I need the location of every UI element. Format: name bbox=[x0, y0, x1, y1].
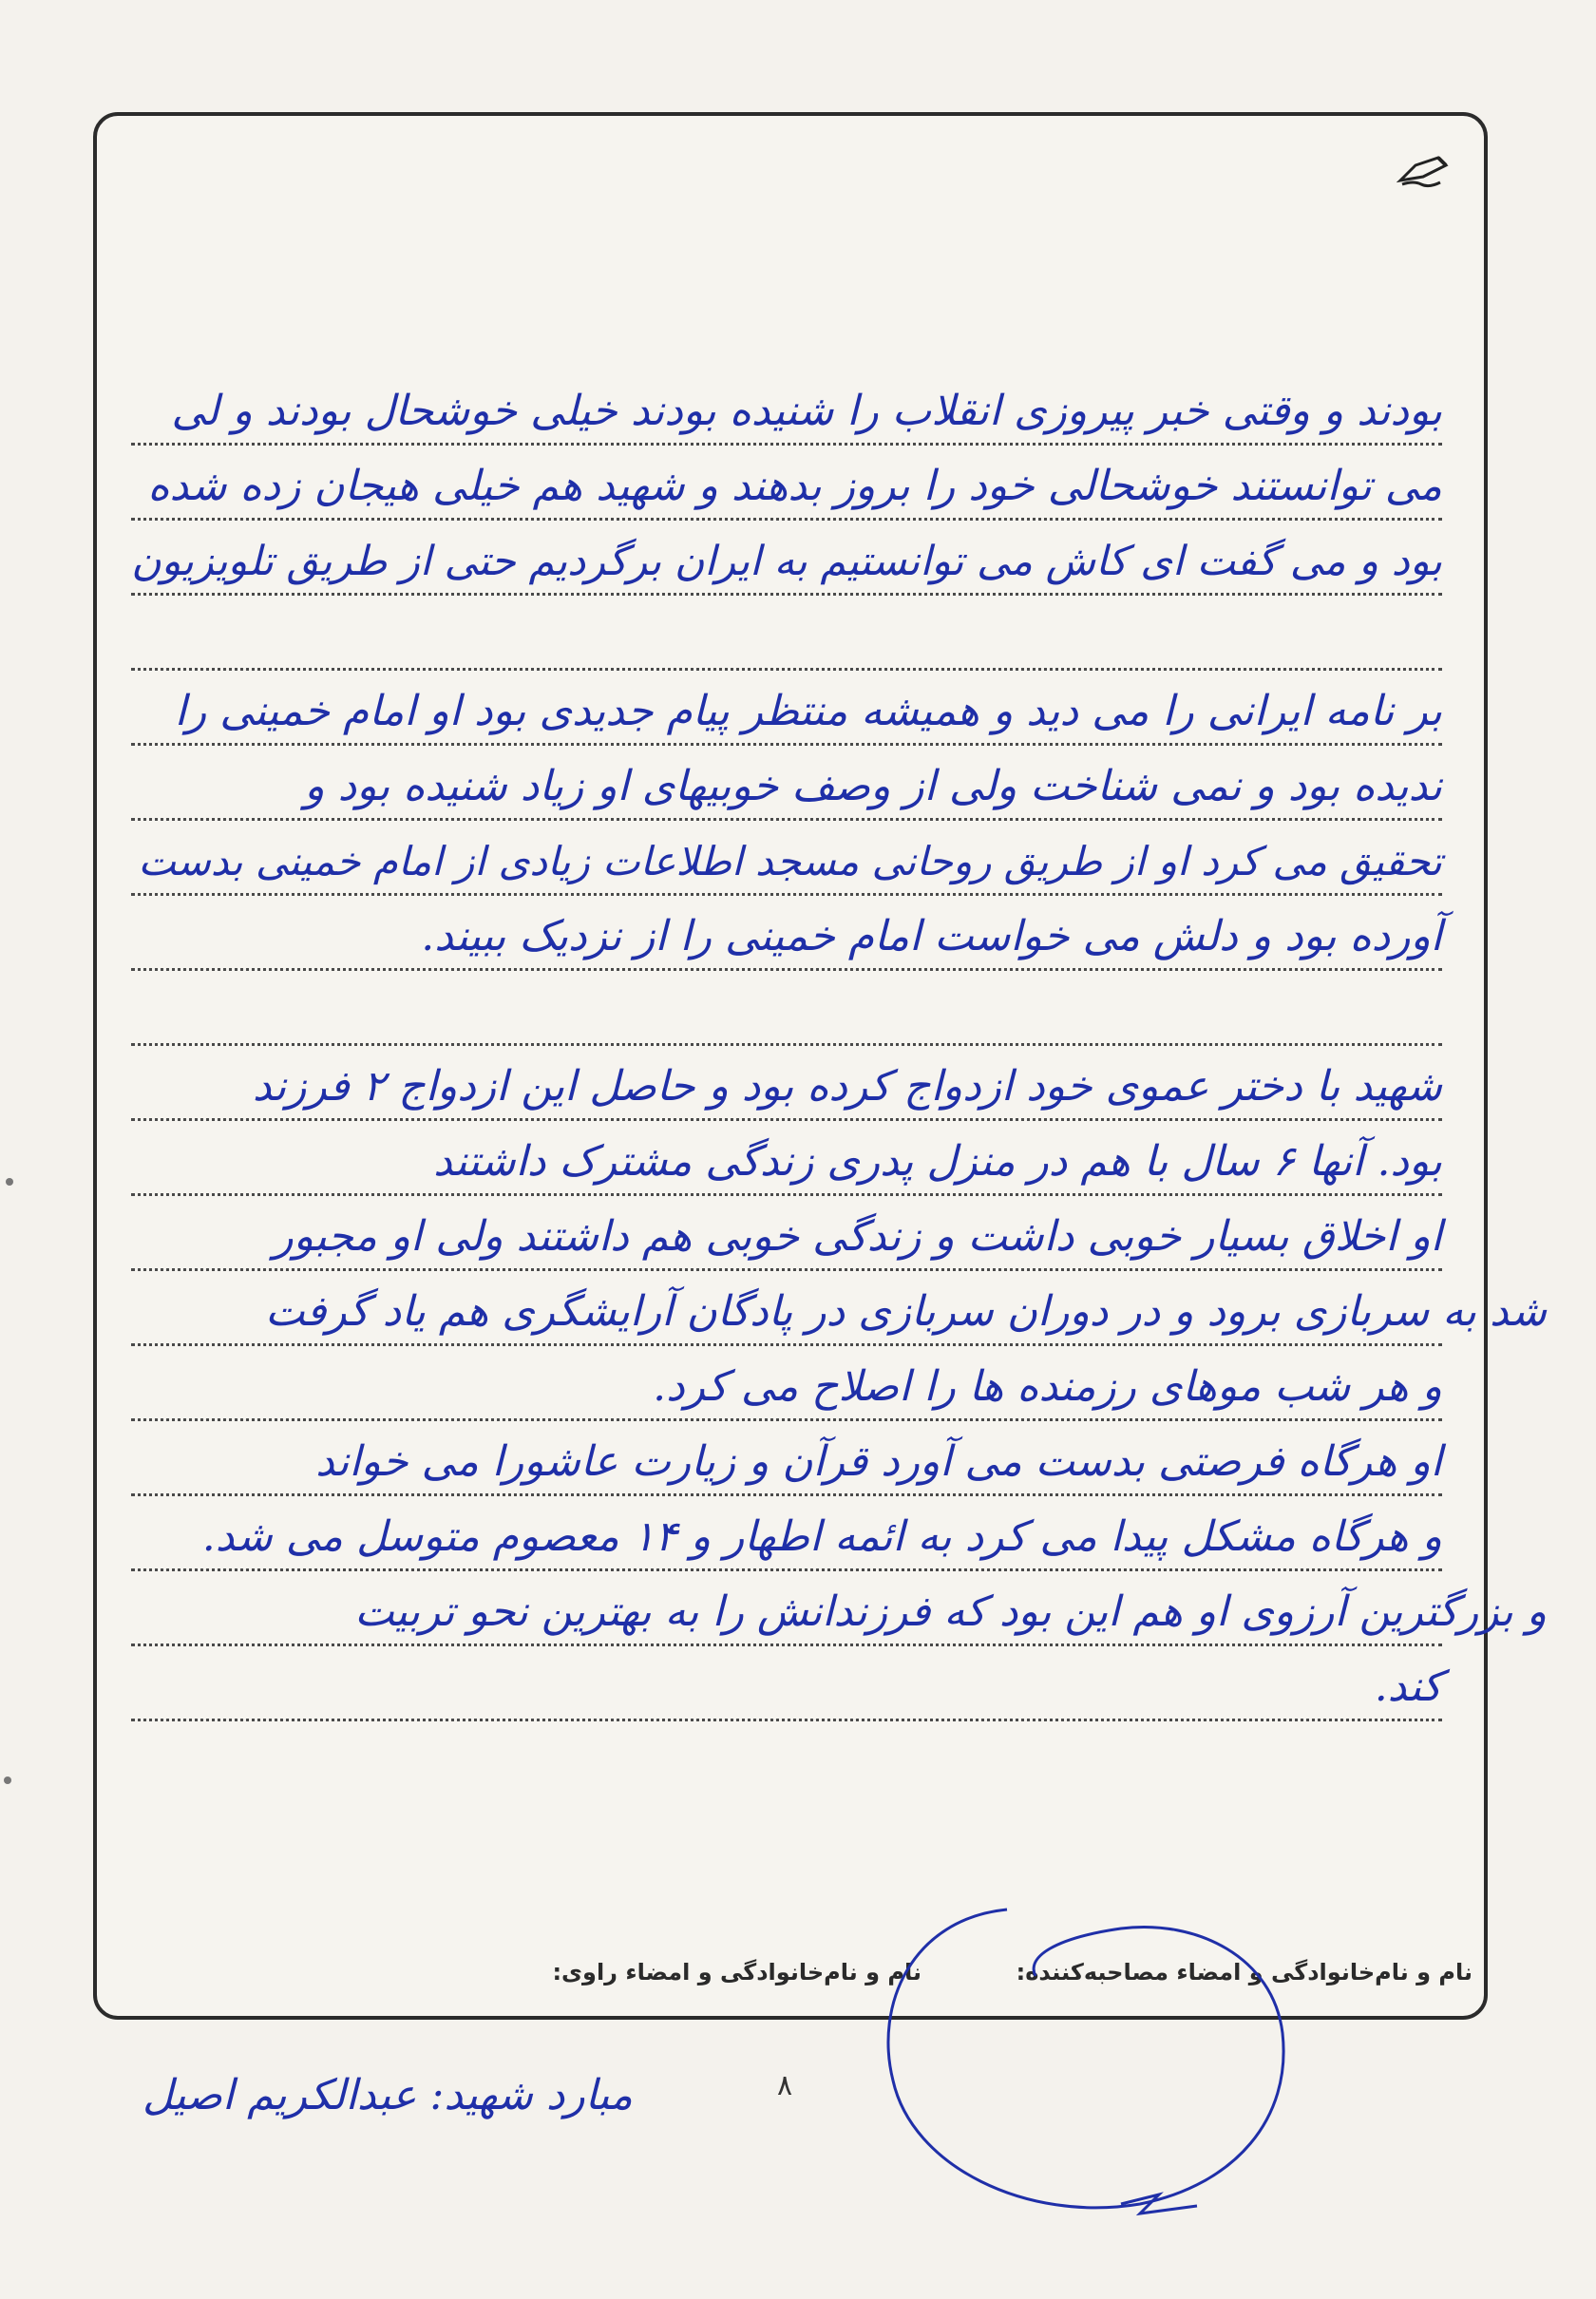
writing-line bbox=[131, 982, 1442, 1046]
handwritten-text: کند. bbox=[1374, 1662, 1442, 1711]
martyr-name-note: مبارد شهید: عبدالکریم اصیل bbox=[142, 2071, 633, 2119]
handwritten-text: و هر شب موهای رزمنده ها را اصلاح می کرد. bbox=[653, 1362, 1442, 1411]
writing-line bbox=[131, 682, 1442, 746]
handwritten-text: ندیده بود و نمی شناخت ولی از وصف خوبیهای او زیاد شنیده بود و bbox=[304, 762, 1442, 810]
writing-line bbox=[131, 757, 1442, 821]
writing-line bbox=[131, 1358, 1442, 1421]
handwritten-text: و بزرگترین آرزوی او هم این بود که فرزندانش را به بهترین نحو تربیت bbox=[354, 1587, 1547, 1636]
handwritten-text: بود. آنها ۶ سال با هم در منزل پدری زندگی مشترک داشتند bbox=[433, 1137, 1442, 1186]
margin-dot bbox=[6, 1178, 13, 1186]
writing-line bbox=[131, 1132, 1442, 1196]
writing-line bbox=[131, 907, 1442, 971]
writing-line bbox=[131, 382, 1442, 446]
page-number: ۸ bbox=[777, 2069, 793, 2102]
handwritten-text: او هرگاه فرصتی بدست می آورد قرآن و زیارت عاشورا می خواند bbox=[315, 1437, 1442, 1486]
handwritten-text: شهید با دختر عموی خود ازدواج کرده بود و حاصل این ازدواج ۲ فرزند bbox=[252, 1062, 1442, 1111]
handwritten-text: بود و می گفت ای کاش می توانستیم به ایران برگردیم حتی از طریق تلویزیون bbox=[131, 538, 1442, 585]
writing-line bbox=[131, 1433, 1442, 1496]
writing-line bbox=[131, 1583, 1547, 1646]
handwritten-signature bbox=[836, 1890, 1368, 2252]
handwritten-text: او اخلاق بسیار خوبی داشت و زندگی خوبی هم داشتند ولی او مجبور bbox=[273, 1212, 1442, 1261]
writing-line bbox=[131, 532, 1442, 596]
margin-dot bbox=[4, 1776, 11, 1784]
pen-writing-icon bbox=[1396, 152, 1452, 190]
handwritten-text: بودند و وقتی خبر پیروزی انقلاب را شنیده بودند خیلی خوشحال بودند و لی bbox=[171, 387, 1442, 435]
interviewer-signature-label: نام و نام‌خانوادگی و امضاء مصاحبه‌کننده: bbox=[1016, 1959, 1472, 1986]
handwritten-text: تحقیق می کرد او از طریق روحانی مسجد اطلاعات زیادی از امام خمینی بدست bbox=[138, 838, 1442, 884]
handwritten-text: آورده بود و دلش می خواست امام خمینی را از نزدیک ببیند. bbox=[421, 912, 1442, 960]
handwritten-text: می توانستند خوشحالی خود را بروز بدهند و شهید هم خیلی هیجان زده شده bbox=[147, 462, 1442, 510]
handwritten-text: بر نامه ایرانی را می دید و همیشه منتظر پیام جدیدی بود او امام خمینی را bbox=[174, 687, 1442, 735]
handwritten-text: و هرگاه مشکل پیدا می کرد به ائمه اطهار و ۱۴ معصوم متوسل می شد. bbox=[201, 1512, 1442, 1561]
narrator-signature-label: نام و نام‌خانوادگی و امضاء راوی: bbox=[552, 1959, 922, 1986]
writing-line bbox=[131, 1508, 1442, 1571]
writing-line bbox=[131, 1207, 1442, 1271]
handwritten-text: شد به سربازی برود و در دوران سربازی در پادگان آرایشگری هم یاد گرفت bbox=[265, 1287, 1547, 1336]
writing-line bbox=[131, 607, 1442, 671]
writing-line bbox=[131, 457, 1442, 521]
writing-line bbox=[131, 1282, 1547, 1346]
writing-line bbox=[131, 1658, 1442, 1721]
writing-line bbox=[131, 832, 1442, 896]
writing-line bbox=[131, 1057, 1442, 1121]
